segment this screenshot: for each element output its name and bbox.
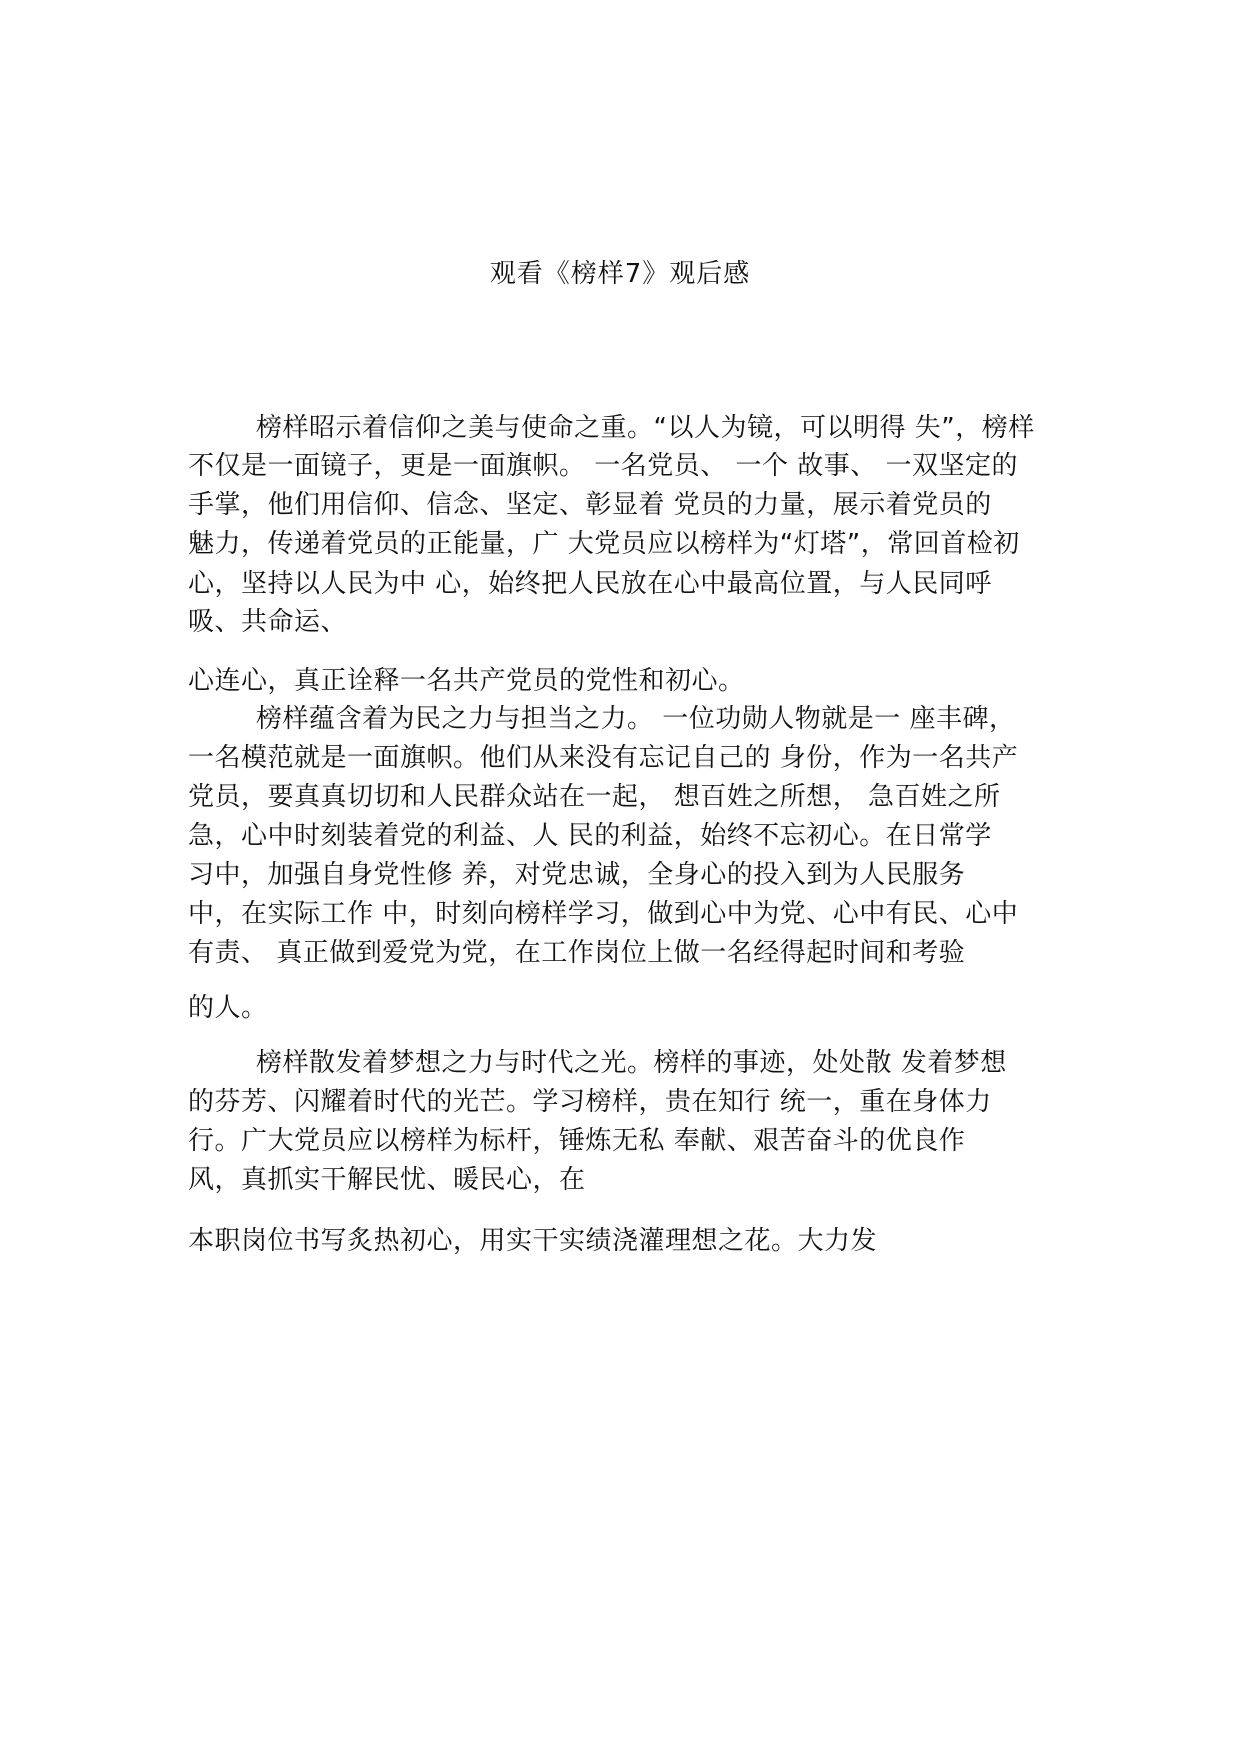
paragraph-3-line-5: 本职岗位书写炙热初心，用实干实绩浇灌理想之花。大力发 xyxy=(188,1226,878,1256)
paragraph-3-line-2: 的芬芳、闪耀着时代的光芒。学习榜样，贵在知行 统一，重在身体力 xyxy=(188,1087,992,1117)
paragraph-2-line-7: 有责、 真正做到爱党为党，在工作岗位上做一名经得起时间和考验 xyxy=(188,938,966,968)
paragraph-1-line-5: 心，坚持以人民为中 心，始终把人民放在心中最高位置，与人民同呼 xyxy=(188,569,992,599)
paragraph-2-line-3: 党员，要真真切切和人民群众站在一起， 想百姓之所想， 急百姓之所 xyxy=(188,782,1001,812)
paragraph-1-line-7: 心连心，真正诠释一名共产党员的党性和初心。 xyxy=(188,666,745,696)
paragraph-2-line-1: 榜样蕴含着为民之力与担当之力。 一位功勋人物就是一 座丰碑， xyxy=(256,704,1016,734)
paragraph-2-line-6: 中，在实际工作 中，时刻向榜样学习，做到心中为党、心中有民、心中 xyxy=(188,899,1019,929)
paragraph-2-line-4: 急，心中时刻装着党的利益、人 民的利益，始终不忘初心。在日常学 xyxy=(188,821,992,851)
paragraph-2-line-5: 习中，加强自身党性修 养，对党忠诚，全身心的投入到为人民服务 xyxy=(188,860,966,890)
paragraph-3-line-4: 风，真抓实干解民忧、暖民心，在 xyxy=(188,1165,586,1195)
paragraph-1-line-4: 魅力，传递着党员的正能量，广 大党员应以榜样为“灯塔”，常回首检初 xyxy=(188,529,1020,559)
paragraph-2-line-2: 一名模范就是一面旗帜。他们从来没有忘记自己的 身份，作为一名共产 xyxy=(188,743,1019,773)
paragraph-1-line-6: 吸、共命运、 xyxy=(188,607,348,637)
paragraph-1-line-3: 手掌，他们用信仰、信念、坚定、彰显着 党员的力量，展示着党员的 xyxy=(188,490,992,520)
paragraph-3-line-3: 行。广大党员应以榜样为标杆，锤炼无私 奉献、艰苦奋斗的优良作 xyxy=(188,1126,966,1156)
paragraph-1-line-2: 不仅是一面镜子，更是一面旗帜。 一名党员、 一个 故事、 一双坚定的 xyxy=(188,451,1019,481)
paragraph-3-line-1: 榜样散发着梦想之力与时代之光。榜样的事迹，处处散 发着梦想 xyxy=(256,1048,1007,1078)
paragraph-1-line-1: 榜样昭示着信仰之美与使命之重。“以人为镜，可以明得 失”，榜样 xyxy=(256,413,1035,443)
paragraph-2-line-8: 的人。 xyxy=(188,993,268,1023)
document-title: 观看《榜样7》观后感 xyxy=(489,259,751,289)
